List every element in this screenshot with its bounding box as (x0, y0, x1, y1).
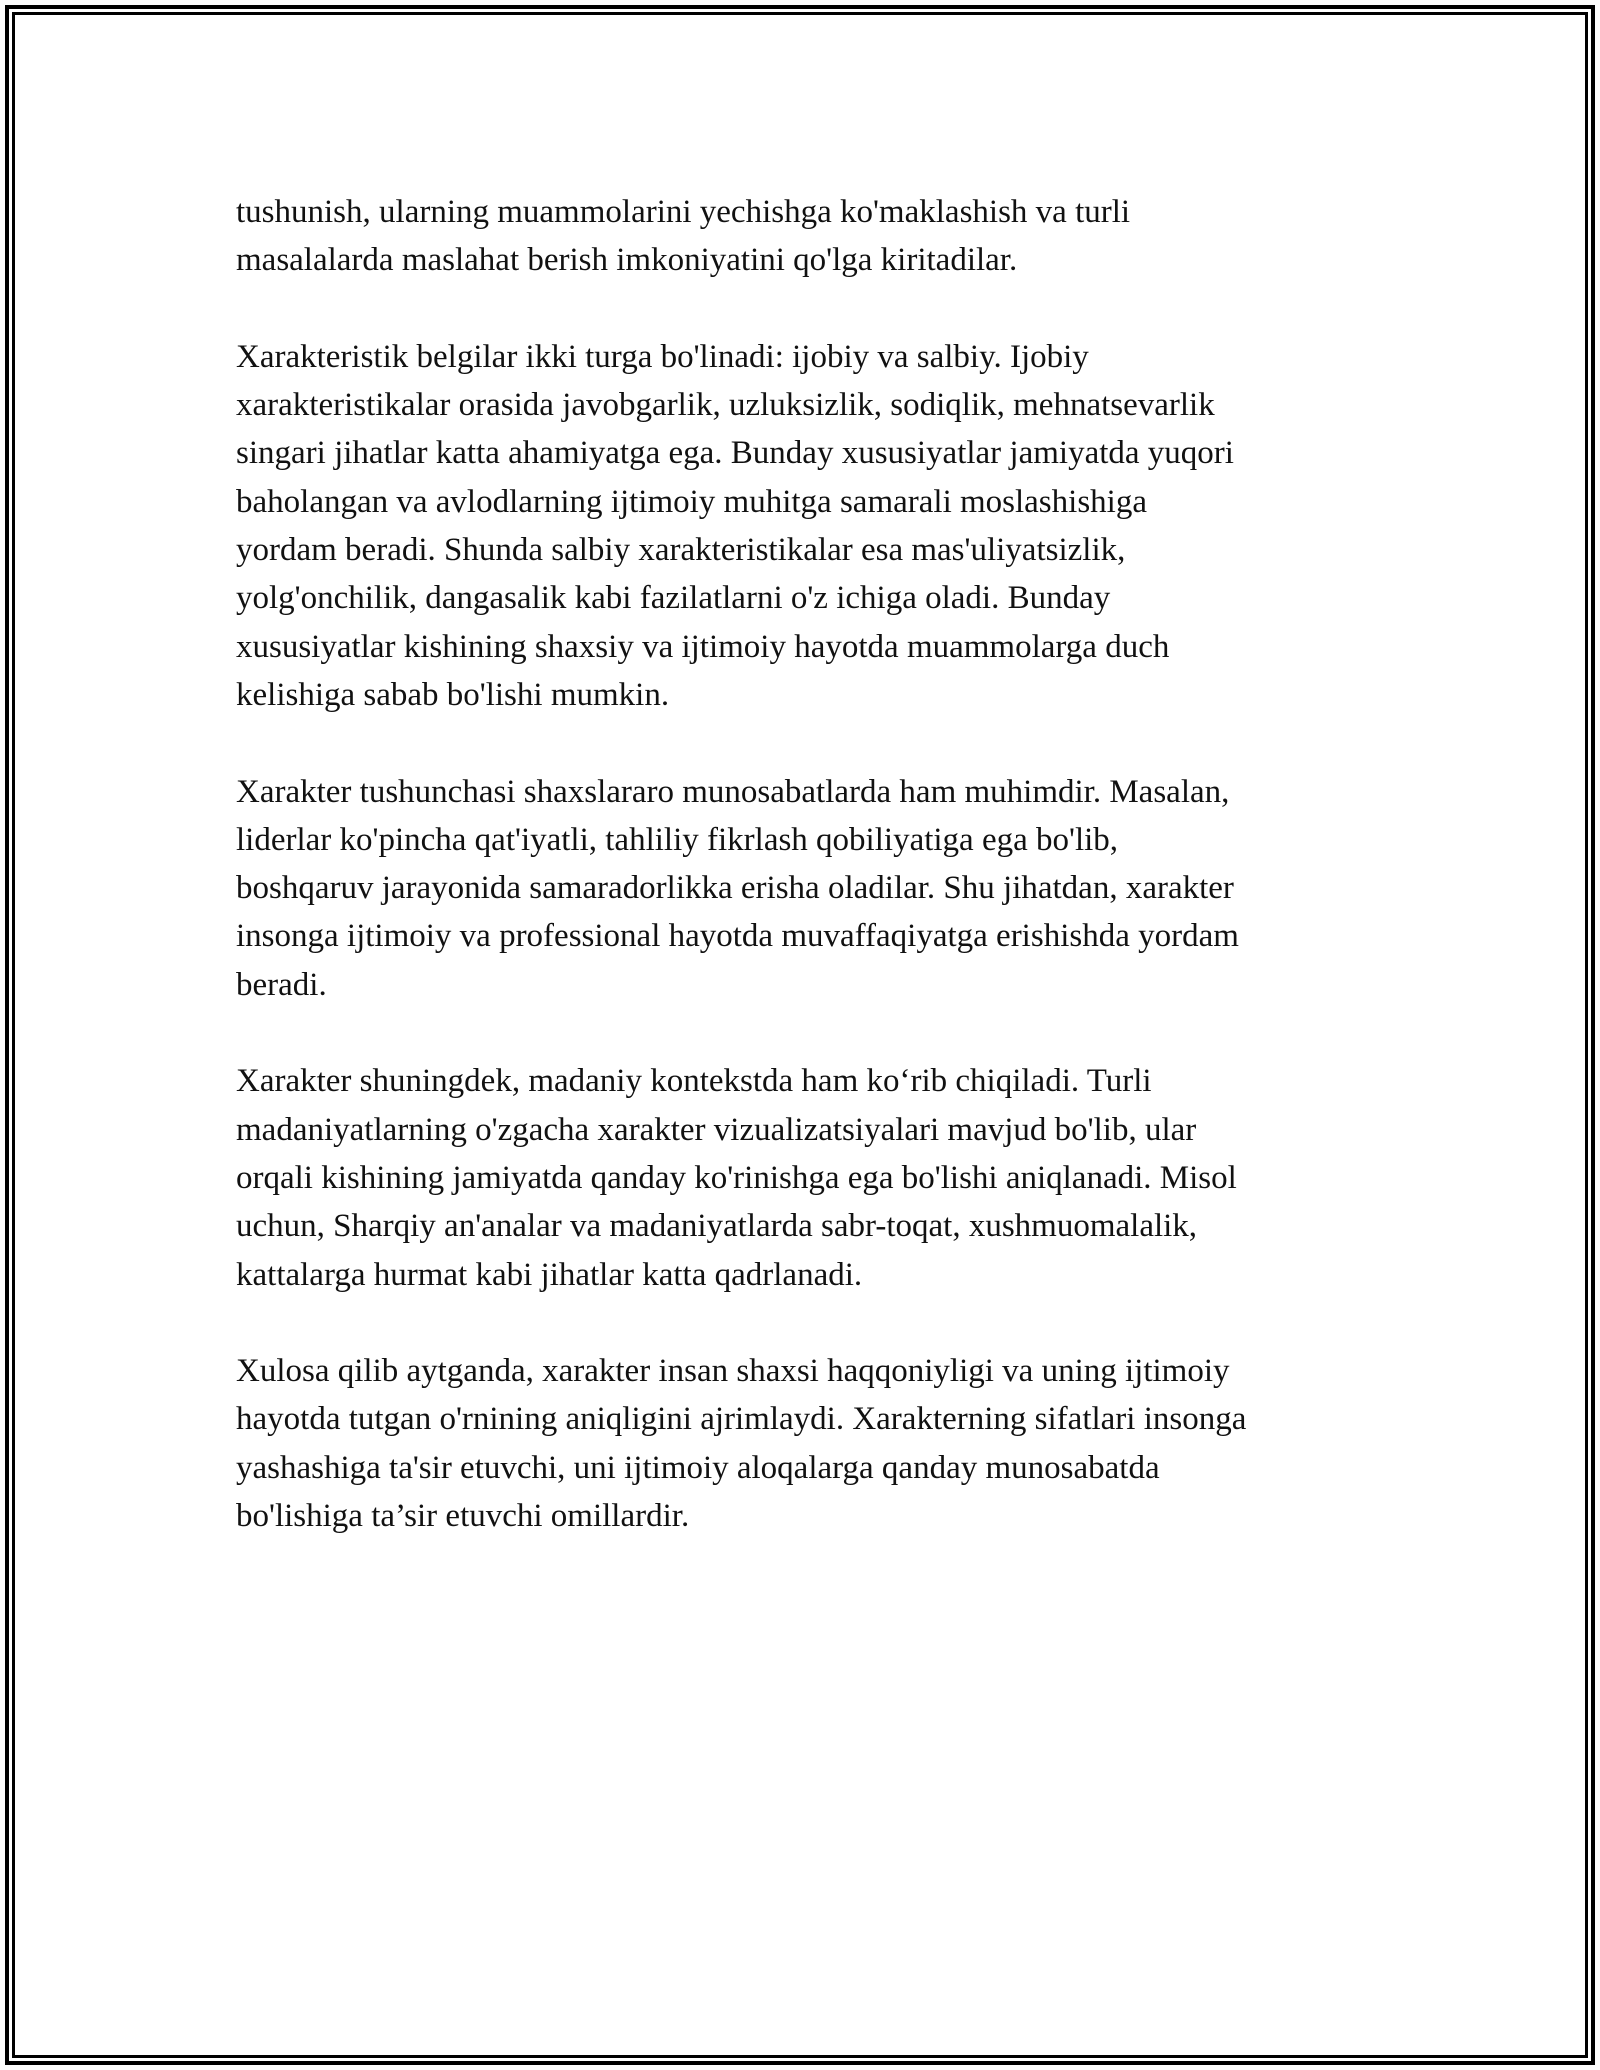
text-line: orqali kishining jamiyatda qanday ko'rinishga ega bo'lishi aniqlanadi. Misol (236, 1159, 1237, 1196)
text-line: singari jihatlar katta ahamiyatga ega. Bunday xususiyatlar jamiyatda yuqori (236, 435, 1234, 472)
text-line: masalalarda maslahat berish imkoniyatini qo'lga kiritadilar. (236, 242, 1018, 279)
text-line: baholangan va avlodlarning ijtimoiy muhitga samarali moslashishiga (236, 483, 1147, 520)
text-line: yashashiga ta'sir etuvchi, uni ijtimoiy aloqalarga qanday munosabatda (236, 1449, 1160, 1486)
text-line: Xarakter shuningdek, madaniy kontekstda ham koʻrib chiqiladi. Turli (236, 1063, 1152, 1100)
text-line: boshqaruv jarayonida samaradorlikka erisha oladilar. Shu jihatdan, xarakter (236, 870, 1234, 907)
text-line: liderlar ko'pincha qat'iyatli, tahliliy fikrlash qobiliyatiga ega bo'lib, (236, 821, 1119, 858)
text-line: madaniyatlarning o'zgacha xarakter vizualizatsiyalari mavjud bo'lib, ular (236, 1111, 1197, 1148)
paragraph-4 (236, 1057, 1376, 1298)
paragraph-5 (236, 1347, 1376, 1540)
text-line: Xarakter tushunchasi shaxslararo munosabatlarda ham muhimdir. Masalan, (236, 773, 1230, 810)
text-line: yordam beradi. Shunda salbiy xarakteristikalar esa mas'uliyatsizlik, (236, 532, 1126, 569)
text-line: hayotda tutgan o'rnining aniqligini ajrimlaydi. Xarakterning sifatlari insonga (236, 1401, 1247, 1438)
text-line: xarakteristikalar orasida javobgarlik, uzluksizlik, sodiqlik, mehnatsevarlik (236, 387, 1215, 424)
text-line: Xulosa qilib aytganda, xarakter insan shaxsi haqqoniyligi va uning ijtimoiy (236, 1353, 1230, 1390)
text-line: uchun, Sharqiy an'analar va madaniyatlarda sabr-toqat, xushmuomalalik, (236, 1208, 1198, 1245)
paragraph-1 (236, 188, 1376, 285)
text-line: xususiyatlar kishining shaxsiy va ijtimoiy hayotda muammolarga duch (236, 628, 1170, 665)
text-line: tushunish, ularning muammolarini yechishga ko'maklashish va turli (236, 194, 1131, 230)
text-line: Xarakteristik belgilar ikki turga bo'linadi: ijobiy va salbiy. Ijobiy (236, 338, 1089, 375)
text-line: beradi. (236, 966, 327, 1003)
text-line: insonga ijtimoiy va professional hayotda muvaffaqiyatga erishishda yordam (236, 918, 1239, 955)
text-line: kelishiga sabab bo'lishi mumkin. (236, 676, 670, 713)
text-line: yolg'onchilik, dangasalik kabi fazilatlarni o'z ichiga oladi. Bunday (236, 580, 1111, 617)
paragraph-3 (236, 768, 1376, 1009)
document-body (236, 188, 1376, 1589)
text-line: kattalarga hurmat kabi jihatlar katta qadrlanadi. (236, 1256, 863, 1293)
paragraph-2 (236, 333, 1376, 719)
text-line: bo'lishiga ta’sir etuvchi omillardir. (236, 1498, 690, 1535)
